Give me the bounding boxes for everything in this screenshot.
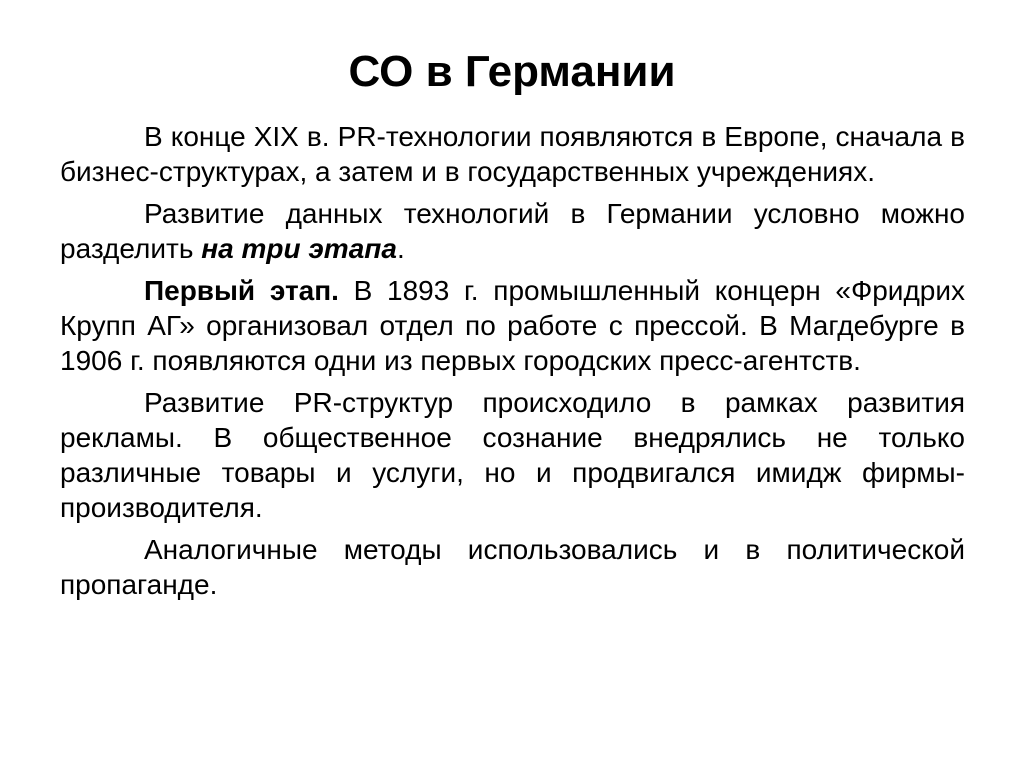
stages-emphasis: на три этапа — [201, 233, 397, 264]
slide-title: СО в Германии — [348, 47, 676, 96]
first-stage-lead: Первый этап. — [144, 275, 339, 306]
paragraph-advertising: Развитие PR-структур происходило в рамках развития рекламы. В общественное сознание внедрялись не только различные товары и услуги, но и продвигался имидж фирмы-производителя. — [60, 387, 965, 523]
stages-text-before: Развитие данных технологий в Германии условно можно разделить — [60, 198, 965, 264]
paragraph-politics: Аналогичные методы использовались и в политической пропаганде. — [60, 534, 965, 600]
paragraph-intro: В конце XIX в. PR-технологии появляются в Европе, сначала в бизнес-структурах, а затем и в государственных учреждениях. — [60, 121, 965, 187]
paragraph-first-stage — [60, 273, 965, 378]
stages-text-after: . — [396, 233, 405, 264]
first-stage-text: В 1893 г. промышленный концерн «Фридрих Крупп АГ» организовал отдел по работе с прессой. В Магдебурге в 1906 г. появляются одни из первых городских пресс-агентств. — [60, 275, 965, 376]
slide-body — [60, 119, 965, 609]
paragraph-stages — [60, 196, 965, 266]
